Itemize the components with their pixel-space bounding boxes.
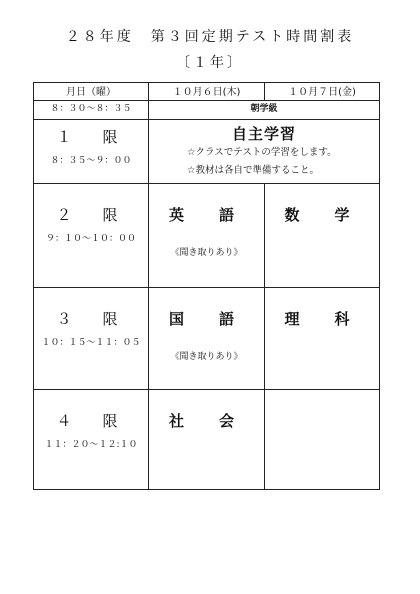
period-label: １ 限: [56, 128, 126, 146]
grade-label: 〔１年〕: [176, 55, 244, 71]
page-title: ２８年度 第３回定期テスト時間割表: [65, 29, 355, 45]
day2-subject-cell: [265, 390, 380, 490]
period-label: ３ 限: [56, 310, 126, 328]
subject-note: 《聞き取りあり》: [170, 352, 243, 362]
header-row: [34, 83, 380, 101]
subject-label: 数 学: [284, 206, 360, 224]
self-study-cell: [149, 120, 380, 184]
period-label: ４ 限: [56, 412, 126, 430]
subject-label: 理 科: [284, 310, 360, 328]
homeroom-label: 朝学級: [149, 101, 380, 120]
day1-subject-cell: [149, 184, 265, 288]
period-cell-4: [34, 390, 149, 490]
homeroom-time: ８：３０～８：３５: [34, 101, 149, 120]
period-time: １１：２０～１２:１０: [44, 440, 138, 450]
period-cell-1: [34, 120, 149, 184]
period-time: １０：１５～１１：０５: [41, 338, 141, 348]
period-row-2: [34, 184, 380, 288]
self-study-title: 自主学習: [231, 125, 296, 143]
col-header-date: 月日（曜）: [34, 83, 149, 101]
subject-label: 社 会: [168, 412, 244, 430]
period-label: ２ 限: [56, 206, 126, 224]
period-row-1: [34, 120, 380, 184]
day2-subject-cell: [265, 288, 380, 390]
subject-label: 英 語: [168, 206, 244, 224]
period-time: ９：１０～１０：００: [45, 234, 136, 244]
day2-subject-cell: [265, 184, 380, 288]
day1-subject-cell: [149, 390, 265, 490]
homeroom-row: [34, 101, 380, 120]
subject-label: 国 語: [168, 310, 244, 328]
timetable: [33, 82, 380, 490]
self-study-note: ☆クラスでテストの学習をします。: [187, 147, 337, 158]
period-cell-2: [34, 184, 149, 288]
col-header-day2: １０月７日(金): [265, 83, 380, 101]
period-cell-3: [34, 288, 149, 390]
period-row-4: [34, 390, 380, 490]
self-study-note: ☆教材は各自で準備すること。: [187, 165, 320, 176]
col-header-day1: １０月６日(木): [149, 83, 265, 101]
subject-note: 《聞き取りあり》: [170, 248, 243, 258]
day1-subject-cell: [149, 288, 265, 390]
period-row-3: [34, 288, 380, 390]
period-time: ８：３５～９：００: [50, 156, 132, 166]
